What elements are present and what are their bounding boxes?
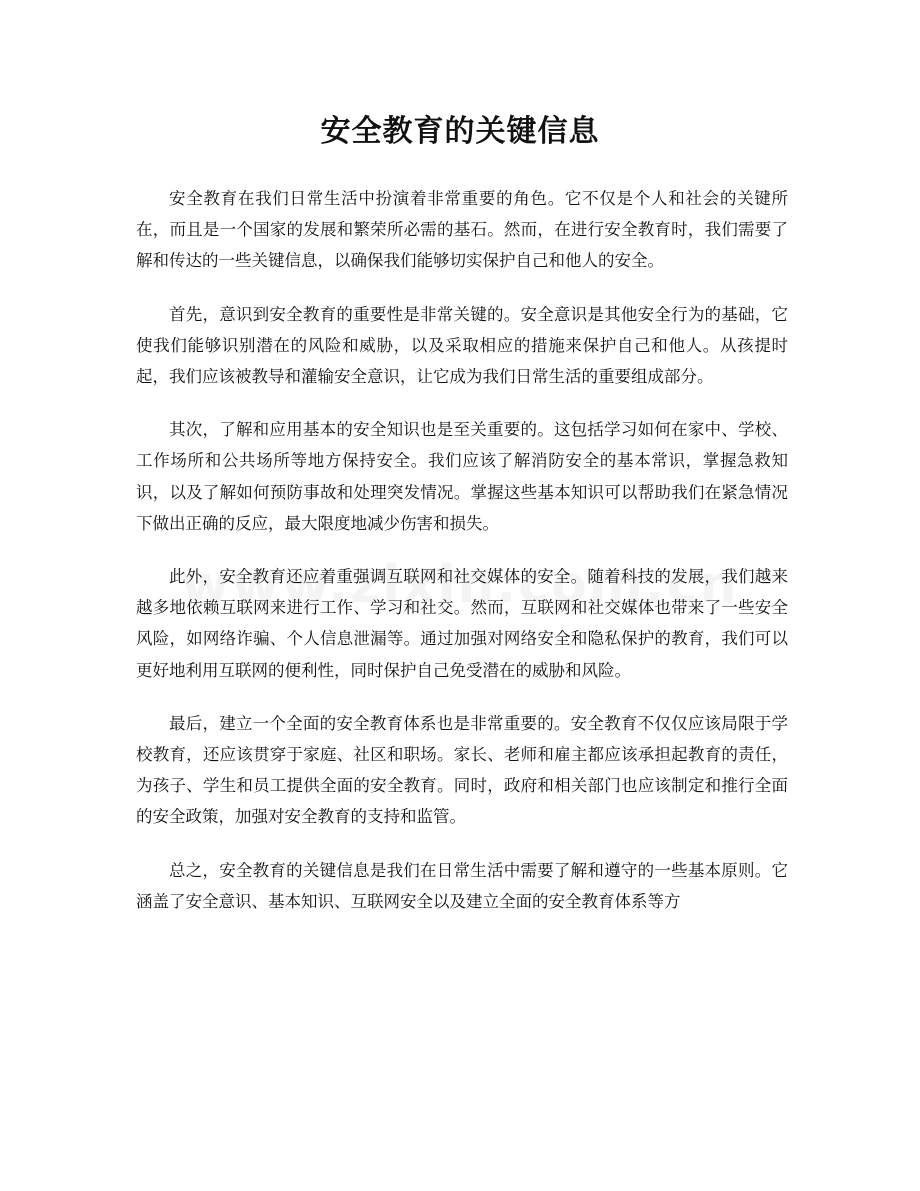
paragraph-conclusion: 总之，安全教育的关键信息是我们在日常生活中需要了解和遵守的一些基本原则。它涵盖了安全意识、基本知识、互联网安全以及建立全面的安全教育体系等方 (136, 860, 788, 911)
paragraph-first: 首先，意识到安全教育的重要性是非常关键的。安全意识是其他安全行为的基础，它使我们能够识别潜在的风险和威胁，以及采取相应的措施来保护自己和他人。从孩提时起，我们应该被教导和灌输安全意识，让它成为我们日常生活的重要组成部分。 (136, 304, 788, 387)
document-title: 安全教育的关键信息 (320, 114, 600, 149)
paragraph-intro: 安全教育在我们日常生活中扮演着非常重要的角色。它不仅是个人和社会的关键所在，而且是一个国家的发展和繁荣所必需的基石。然而，在进行安全教育时，我们需要了解和传达的一些关键信息，以确保我们能够切实保护自己和他人的安全。 (136, 189, 788, 271)
paragraph-fourth: 最后，建立一个全面的安全教育体系也是非常重要的。安全教育不仅仅应该局限于学校教育，还应该贯穿于家庭、社区和职场。家长、老师和雇主都应该承担起教育的责任，为孩子、学生和员工提供全面的安全教育。同时，政府和相关部门也应该制定和推行全面的安全政策，加强对安全教育的支持和监管。 (136, 713, 788, 827)
document-body (136, 183, 788, 939)
paragraph-third: 此外，安全教育还应着重强调互联网和社交媒体的安全。随着科技的发展，我们越来越多地依赖互联网来进行工作、学习和社交。然而，互联网和社交媒体也带来了一些安全风险，如网络诈骗、个人信息泄漏等。通过加强对网络安全和隐私保护的教育，我们可以更好地利用互联网的便利性，同时保护自己免受潜在的威胁和风险。 (136, 567, 788, 680)
paragraph-second: 其次，了解和应用基本的安全知识也是至关重要的。这包括学习如何在家中、学校、工作场所和公共场所等地方保持安全。我们应该了解消防安全的基本常识，掌握急救知识，以及了解如何预防事故和处理突发情况。掌握这些基本知识可以帮助我们在紧急情况下做出正确的反应，最大限度地减少伤害和损失。 (136, 420, 788, 533)
